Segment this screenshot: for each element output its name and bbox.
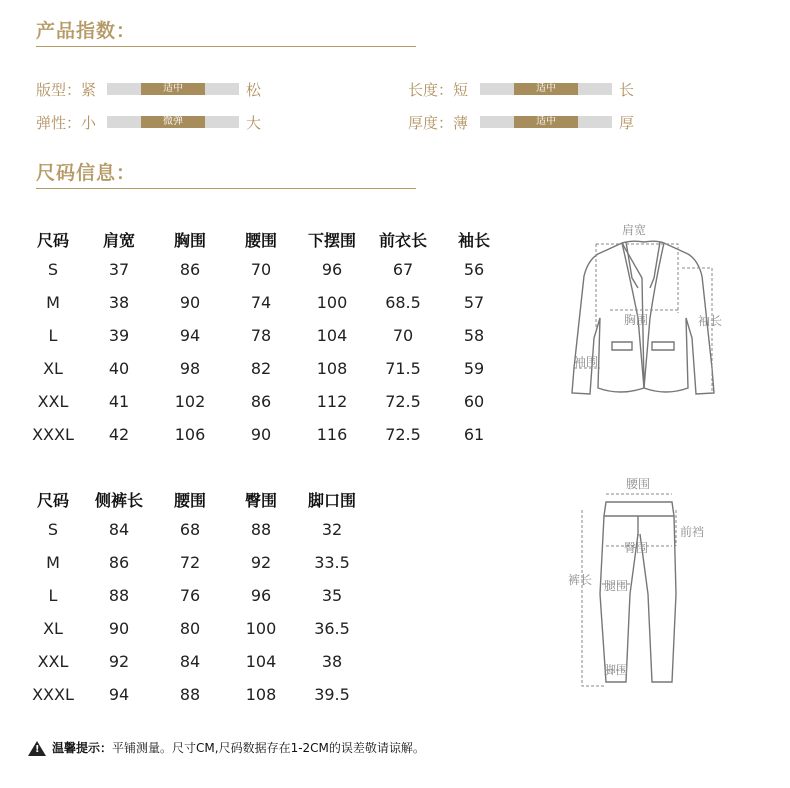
table-cell: 82 [250, 359, 272, 378]
table-cell: 68 [179, 520, 201, 539]
table-cell: 74 [250, 293, 272, 312]
table-cell: 61 [463, 425, 485, 444]
index-label: 弹性：小 [36, 114, 97, 132]
table-cell: 35 [321, 586, 343, 605]
table-cell: 94 [179, 326, 201, 345]
index-marker: 适中 [141, 83, 205, 95]
table-cell: 92 [108, 652, 130, 671]
product-index-title: 产品指数： [36, 20, 137, 42]
index-marker: 适中 [514, 83, 578, 95]
pants-cuff-label: 脚围 [604, 663, 629, 677]
table-cell: 37 [108, 260, 130, 279]
table-cell: 36.5 [314, 619, 350, 638]
table-cell: 67 [392, 260, 414, 279]
table-cell: 104 [245, 652, 277, 671]
index-bar [480, 116, 612, 128]
pants-thigh-label: 腿围 [604, 579, 629, 593]
size-cell: M [46, 553, 60, 572]
table-cell: 33.5 [314, 553, 350, 572]
table-cell: 42 [108, 425, 130, 444]
table-row [20, 612, 370, 645]
table-cell: 39 [108, 326, 130, 345]
table-header: 臀围 [244, 490, 277, 510]
table-cell: 98 [179, 359, 201, 378]
table-cell: 84 [108, 520, 130, 539]
jacket-diagram [560, 218, 730, 403]
table-cell: 41 [108, 392, 130, 411]
pants-diagram [560, 474, 730, 694]
table-cell: 84 [179, 652, 201, 671]
size-cell: XXXL [32, 425, 74, 444]
table-cell: 108 [316, 359, 348, 378]
table-cell: 86 [179, 260, 201, 279]
table-cell: 68.5 [385, 293, 421, 312]
table-cell: 70 [250, 260, 272, 279]
table-header: 尺码 [36, 230, 69, 250]
size-cell: XL [43, 359, 63, 378]
pants-size-table [20, 485, 370, 711]
table-cell: 116 [316, 425, 348, 444]
table-row [20, 286, 512, 319]
table-row [20, 385, 512, 418]
table-header: 腰围 [173, 490, 206, 510]
table-cell: 32 [321, 520, 343, 539]
table-cell: 94 [108, 685, 130, 704]
table-cell: 96 [321, 260, 343, 279]
table-cell: 72.5 [385, 392, 421, 411]
pants-waist-label: 腰围 [626, 477, 651, 491]
index-marker: 适中 [514, 116, 578, 128]
table-cell: 92 [250, 553, 272, 572]
size-cell: XL [43, 619, 63, 638]
jacket-shoulder-label: 肩宽 [622, 223, 647, 237]
index-bar [480, 83, 612, 95]
pants-measure-lines [582, 494, 676, 686]
table-header-row [20, 225, 512, 253]
index-label: 版型：紧 [36, 81, 97, 99]
table-row [20, 678, 370, 711]
size-cell: S [47, 520, 59, 539]
index-end: 厚 [619, 114, 635, 132]
table-cell: 78 [250, 326, 272, 345]
table-row [20, 513, 370, 546]
index-marker: 微弹 [141, 116, 205, 128]
table-header: 腰围 [244, 230, 277, 250]
table-cell: 104 [316, 326, 348, 345]
table-cell: 38 [321, 652, 343, 671]
table-cell: 39.5 [314, 685, 350, 704]
size-cell: XXL [37, 652, 69, 671]
table-header: 脚口围 [307, 490, 356, 510]
table-cell: 86 [250, 392, 272, 411]
table-cell: 40 [108, 359, 130, 378]
size-cell: XXL [37, 392, 69, 411]
table-header: 肩宽 [102, 230, 135, 250]
table-cell: 72 [179, 553, 201, 572]
index-end: 长 [619, 81, 635, 99]
size-cell: M [46, 293, 60, 312]
product-index-divider [36, 46, 416, 47]
table-row [20, 253, 512, 286]
jacket-chest-label: 胸围 [624, 313, 649, 327]
table-cell: 86 [108, 553, 130, 572]
table-cell: 80 [179, 619, 201, 638]
table-cell: 112 [316, 392, 348, 411]
pants-length-label: 裤长 [568, 573, 593, 587]
pants-rise-label: 前裆 [680, 525, 705, 539]
index-bar [107, 83, 239, 95]
table-header-row [20, 485, 370, 513]
jacket-size-table [20, 225, 512, 451]
index-end: 松 [246, 81, 262, 99]
table-cell: 57 [463, 293, 485, 312]
size-cell: L [48, 586, 58, 605]
index-label: 长度：短 [408, 81, 469, 99]
table-header: 侧裤长 [94, 490, 143, 510]
table-cell: 72.5 [385, 425, 421, 444]
index-bar [107, 116, 239, 128]
table-cell: 76 [179, 586, 201, 605]
table-row [20, 579, 370, 612]
size-info-title: 尺码信息： [36, 162, 137, 184]
jacket-sleeve-label: 袖长 [698, 314, 723, 328]
table-header: 胸围 [173, 230, 206, 250]
notice-label: 温馨提示： [52, 741, 113, 755]
table-cell: 90 [179, 293, 201, 312]
table-cell: 100 [316, 293, 348, 312]
table-cell: 90 [108, 619, 130, 638]
table-cell: 70 [392, 326, 414, 345]
table-cell: 96 [250, 586, 272, 605]
table-header: 下摆围 [307, 230, 356, 250]
size-cell: L [48, 326, 58, 345]
table-cell: 59 [463, 359, 485, 378]
table-cell: 102 [174, 392, 206, 411]
index-label: 厚度：薄 [408, 114, 469, 132]
table-cell: 60 [463, 392, 485, 411]
table-cell: 88 [179, 685, 201, 704]
table-cell: 88 [108, 586, 130, 605]
table-cell: 56 [463, 260, 485, 279]
table-header: 尺码 [36, 490, 69, 510]
table-header: 袖长 [457, 230, 490, 250]
table-cell: 71.5 [385, 359, 421, 378]
table-header: 前衣长 [378, 230, 427, 250]
table-cell: 100 [245, 619, 277, 638]
jacket-hem-label: 袖围 [574, 355, 599, 369]
table-cell: 106 [174, 425, 206, 444]
warning-icon: ! [28, 741, 46, 756]
pants-hip-label: 臀围 [624, 541, 649, 555]
table-row [20, 418, 512, 451]
table-cell: 88 [250, 520, 272, 539]
table-row [20, 546, 370, 579]
index-end: 大 [246, 114, 262, 132]
table-cell: 108 [245, 685, 277, 704]
table-cell: 90 [250, 425, 272, 444]
size-cell: XXXL [32, 685, 74, 704]
table-row [20, 319, 512, 352]
table-cell: 58 [463, 326, 485, 345]
size-info-divider [36, 188, 416, 189]
table-row [20, 352, 512, 385]
size-cell: S [47, 260, 59, 279]
notice [28, 739, 425, 756]
table-cell: 38 [108, 293, 130, 312]
notice-text: 平铺测量。尺寸CM,尺码数据存在1-2CM的误差敬请谅解。 [112, 741, 425, 755]
table-row [20, 645, 370, 678]
